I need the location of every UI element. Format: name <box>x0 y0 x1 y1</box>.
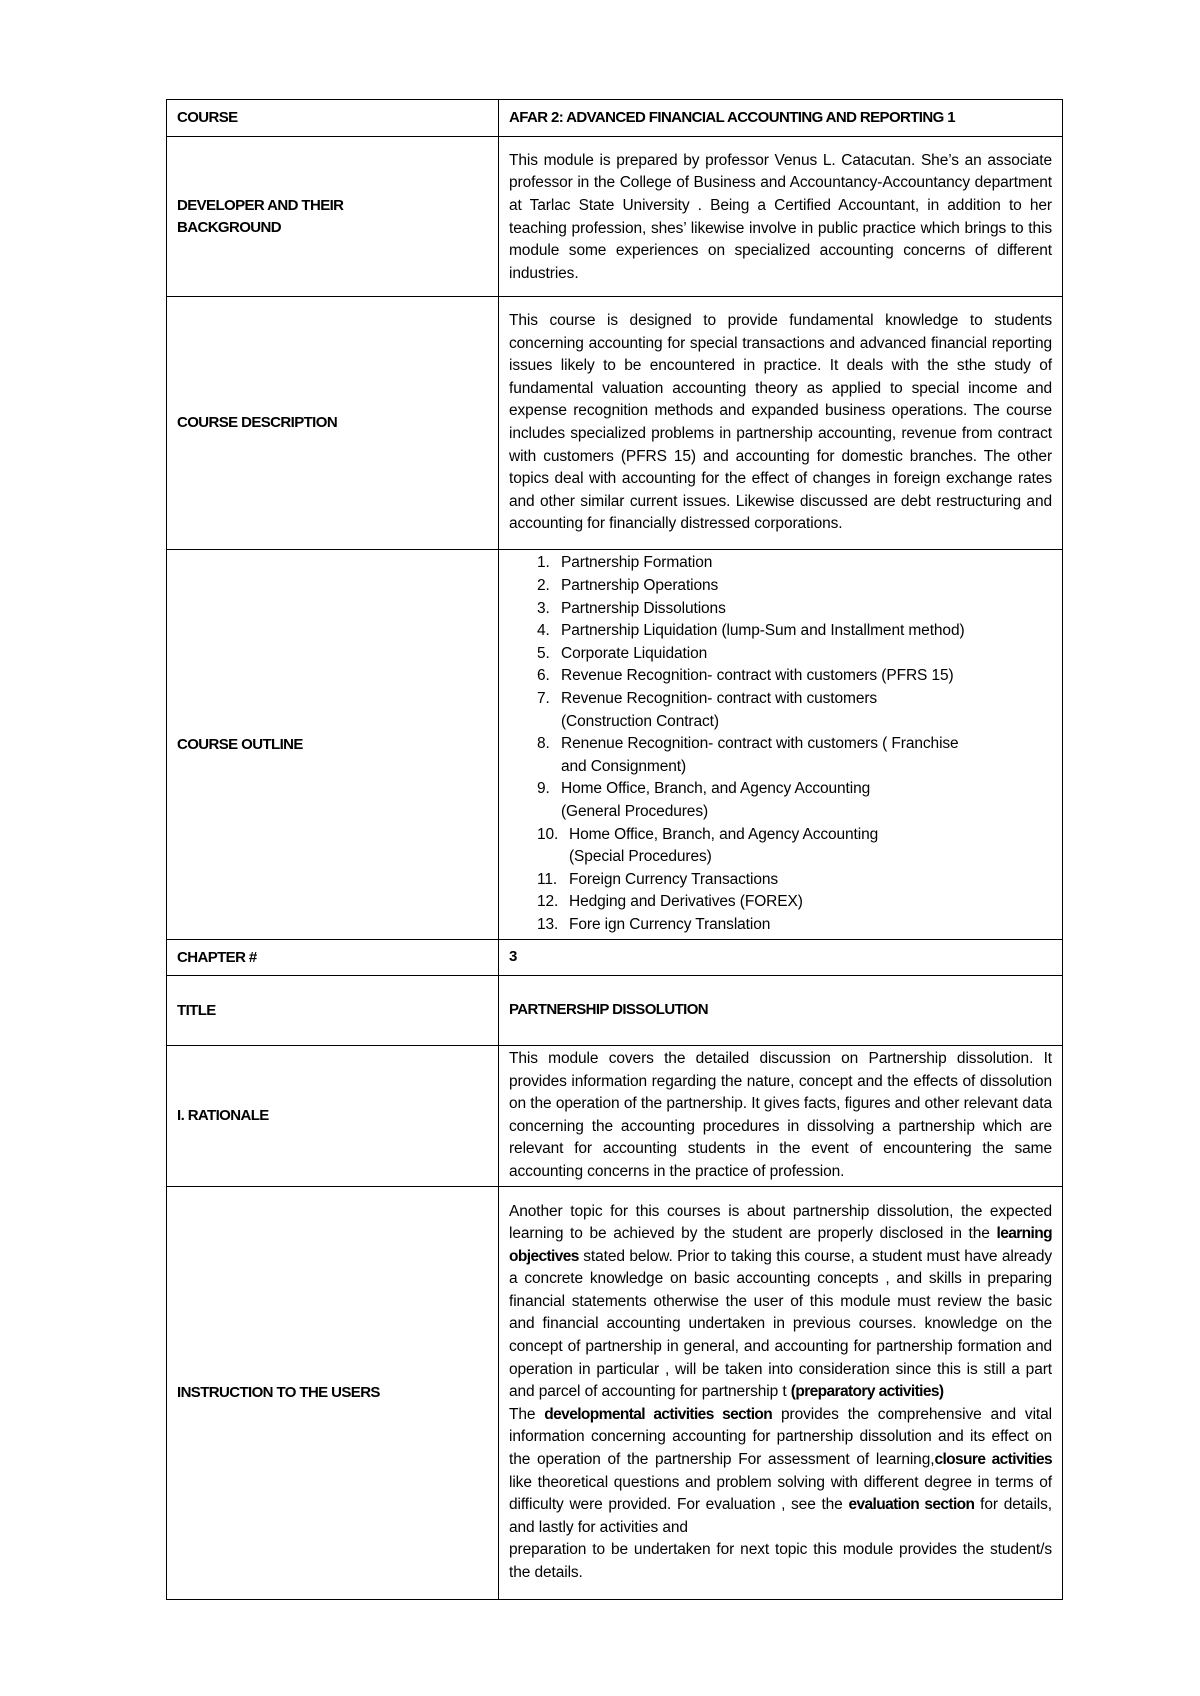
title-value: PARTNERSHIP DISSOLUTION <box>499 976 1063 1046</box>
outline-item-text: Fore ign Currency Translation <box>569 915 771 933</box>
outline-item-number: 10. <box>537 825 559 843</box>
outline-row <box>167 550 1063 940</box>
outline-item-text: Home Office, Branch, and Agency Accounting (Special Procedures) <box>569 825 879 866</box>
rationale-label: I. RATIONALE <box>167 1046 499 1187</box>
instruction-text: The <box>509 1405 545 1423</box>
outline-item <box>509 914 1052 937</box>
outline-item-number: 12. <box>537 893 559 911</box>
outline-item-number: 1. <box>537 554 550 572</box>
outline-item-text: Partnership Liquidation (lump-Sum and Installment method) <box>561 622 965 640</box>
course-row <box>167 100 1063 137</box>
outline-item-text: Partnership Operations <box>561 577 719 595</box>
outline-item <box>509 552 1052 575</box>
outline-item-text: Corporate Liquidation <box>561 644 708 662</box>
instruction-emphasis: evaluation section <box>848 1496 975 1514</box>
outline-item <box>509 643 1052 666</box>
outline-item-text: Partnership Dissolutions <box>561 599 726 617</box>
course-value: AFAR 2: ADVANCED FINANCIAL ACCOUNTING AND REPORTING 1 <box>499 100 1063 137</box>
outline-item <box>509 778 1052 823</box>
course-outline-list <box>509 552 1052 936</box>
outline-item-number: 9. <box>537 780 550 798</box>
description-label: COURSE DESCRIPTION <box>167 297 499 550</box>
outline-item-number: 7. <box>537 690 550 708</box>
chapter-value: 3 <box>499 940 1063 976</box>
outline-item-text: Revenue Recognition- contract with customers (PFRS 15) <box>561 667 954 685</box>
outline-item <box>509 869 1052 892</box>
outline-item-number: 3. <box>537 599 550 617</box>
outline-item <box>509 598 1052 621</box>
outline-item-text: Home Office, Branch, and Agency Accounting (General Procedures) <box>561 780 871 820</box>
title-label: TITLE <box>167 976 499 1046</box>
title-row <box>167 976 1063 1046</box>
outline-item-text: Renenue Recognition- contract with customers ( Franchise and Consignment) <box>561 735 959 775</box>
instruction-emphasis: developmental activities section <box>544 1405 773 1423</box>
chapter-row <box>167 940 1063 976</box>
instruction-text: Another topic for this courses is about partnership dissolution, the expected learning to be achieved by the student are properly disclosed in the <box>509 1202 1052 1243</box>
outline-item <box>509 665 1052 688</box>
outline-item <box>509 891 1052 914</box>
instruction-text: stated below. Prior to taking this course, a student must have already a concrete knowledge on basic accounting concepts , and skills in preparing financial statements otherwise the user of this module must review the basic and financial accounting undertaken in previous courses. knowledge on the concept of partnership in general, and accounting for partnership formation and operation in particular , will be taken into consideration since this is still a part and parcel of accounting for partnership t <box>509 1247 1052 1401</box>
instruction-paragraph-2 <box>509 1404 1052 1540</box>
instruction-emphasis: (preparatory activities) <box>790 1383 944 1401</box>
instruction-paragraph-3: preparation to be undertaken for next topic this module provides the student/s the details. <box>509 1541 1052 1582</box>
outline-item <box>509 575 1052 598</box>
description-row <box>167 297 1063 550</box>
course-label: COURSE <box>167 100 499 137</box>
instruction-value <box>499 1186 1063 1599</box>
outline-item <box>509 688 1052 733</box>
chapter-label: CHAPTER # <box>167 940 499 976</box>
instruction-text: provides the comprehensive and vital information concerning accounting for partnership dissolution and its effect on the operation of the partnership For assessment of learning, <box>509 1405 1052 1469</box>
outline-item-number: 4. <box>537 622 550 640</box>
outline-item-text: Partnership Formation <box>561 554 713 572</box>
outline-item-number: 11. <box>537 870 558 888</box>
outline-item-text: Hedging and Derivatives (FOREX) <box>569 893 803 911</box>
course-info-table <box>166 99 1063 1600</box>
outline-item <box>509 733 1052 778</box>
description-value: This course is designed to provide fundamental knowledge to students concerning accounting for special transactions and advanced financial reporting issues likely to be encountered in practice. It deals with the sthe study of fundamental valuation accounting theory as applied to special income and expense recognition methods and expanded business operations. The course includes specialized problems in partnership accounting, revenue from contract with customers (PFRS 15) and accounting for domestic branches. The other topics deal with accounting for the effect of changes in foreign exchange rates and other similar current issues. Likewise discussed are debt restructuring and accounting for financially distressed corporations. <box>499 297 1063 550</box>
rationale-row <box>167 1046 1063 1187</box>
rationale-value: This module covers the detailed discussion on Partnership dissolution. It provides information regarding the nature, concept and the effects of dissolution on the operation of the partnership. It gives facts, figures and other relevant data concerning the accounting procedures in dissolving a partnership which are relevant for accounting students in the event of encountering the same accounting concerns in the practice of profession. <box>499 1046 1063 1187</box>
instruction-paragraph-1 <box>509 1201 1052 1404</box>
outline-item <box>509 824 1052 869</box>
instruction-row <box>167 1186 1063 1599</box>
outline-label: COURSE OUTLINE <box>167 550 499 940</box>
outline-cell <box>499 550 1063 940</box>
outline-item <box>509 620 1052 643</box>
outline-item-number: 2. <box>537 577 550 595</box>
developer-label: DEVELOPER AND THEIR BACKGROUND <box>167 137 499 297</box>
instruction-emphasis: closure activities <box>934 1451 1052 1469</box>
instruction-text: like theoretical questions and problem solving with different degree in terms of difficulty were provided. For evaluation , see the <box>509 1473 1052 1514</box>
instruction-emphasis: learning objectives <box>509 1225 1052 1265</box>
outline-item-text: Foreign Currency Transactions <box>569 870 779 888</box>
instruction-label: INSTRUCTION TO THE USERS <box>167 1186 499 1599</box>
outline-item-text: Revenue Recognition- contract with customers (Construction Contract) <box>561 690 878 730</box>
outline-item-number: 6. <box>537 667 550 685</box>
developer-value: This module is prepared by professor Venus L. Catacutan. She’s an associate professor in the College of Business and Accountancy-Accountancy department at Tarlac State University . Being a Certified Accountant, in addition to her teaching profession, shes’ likewise involve in public practice which brings to this module some experiences on specialized accounting concerns of different industries. <box>499 137 1063 297</box>
developer-row <box>167 137 1063 297</box>
outline-item-number: 5. <box>537 644 550 662</box>
instruction-text: for details, and lastly for activities and <box>509 1496 1052 1536</box>
outline-item-number: 8. <box>537 735 550 753</box>
outline-item-number: 13. <box>537 915 559 933</box>
